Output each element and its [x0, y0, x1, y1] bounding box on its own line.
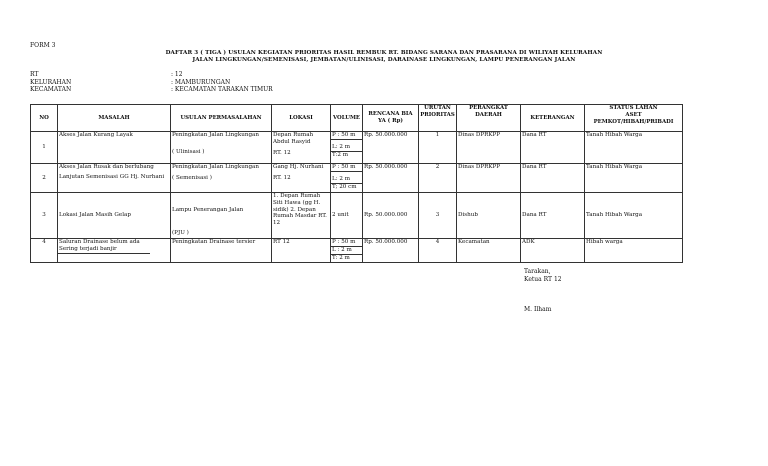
cell-lokasi-main: Gang Hj. Nurhani: [273, 164, 324, 170]
rt-label: RT: [30, 71, 39, 78]
cell-masalah: Lokasi Jalan Masih Gelap: [58, 193, 171, 239]
cell-volume: [331, 164, 363, 193]
cell-keterangan: Dana RT: [521, 193, 585, 239]
header-masalah: MASALAH: [58, 105, 171, 132]
header-volume: VOLUME: [331, 105, 363, 132]
cell-volume: 2 unit: [331, 193, 363, 239]
cell-status: Tanah Hibah Warga: [585, 193, 683, 239]
header-row: [31, 105, 683, 132]
cell-lokasi: 1. Depan Rumah Siti Hawa (gg H. sidik) 2. Depan Rumah Masdar RT. 12: [272, 193, 331, 239]
rt-value: : 12: [171, 71, 183, 78]
cell-no: 3: [31, 193, 58, 239]
cell-usulan-main: Lampu Penerangan Jalan: [172, 207, 244, 213]
cell-perangkat: Dinas DPRKPP: [457, 164, 521, 193]
cell-volume-t: T:2 m: [332, 151, 349, 158]
cell-lokasi: [272, 164, 331, 193]
signature-role: Ketua RT 12: [524, 275, 562, 283]
cell-usulan-sub: ( Ulinisasi ): [172, 148, 205, 155]
cell-usulan: Peningkatan Drainase tersier: [171, 239, 272, 263]
cell-lokasi-sub: RT. 12: [273, 174, 291, 181]
cell-no: 2: [31, 164, 58, 193]
kecamatan-label: KECAMATAN: [30, 86, 72, 94]
header-status-line2: ASET: [625, 111, 642, 118]
cell-urutan: 2: [419, 164, 457, 193]
cell-volume-t: T: 2 m: [332, 254, 350, 261]
cell-masalah-sub: Lanjutan Semenisasi GG Hj. Nurhani: [59, 173, 165, 180]
cell-usulan-sub: ( Semenisasi ): [172, 174, 212, 181]
cell-volume-p: P : 50 m: [331, 164, 362, 172]
cell-volume-t: T; 20 cm: [332, 183, 357, 190]
header-no: NO: [31, 105, 58, 132]
cell-rencana: Rp. 50.000.000: [363, 239, 419, 263]
cell-keterangan: ADK: [521, 239, 585, 263]
cell-usulan-main: Peningkatan Jalan Lingkungan: [172, 164, 259, 170]
cell-urutan: 4: [419, 239, 457, 263]
signature-name: M. Ilham: [524, 306, 552, 313]
cell-masalah-text: Saluran Drainase belum ada Sering terjadi banjir: [58, 239, 150, 254]
cell-usulan: [171, 132, 272, 164]
cell-masalah-main: Akses Jalan Rusak dan berlubang: [59, 164, 154, 170]
cell-rencana: Rp. 50.000.000: [363, 164, 419, 193]
cell-usulan-main: Peningkatan Jalan Lingkungan: [172, 132, 259, 138]
cell-perangkat: Dishub: [457, 193, 521, 239]
kelurahan-label: KELURAHAN: [30, 78, 72, 86]
meta-labels: [30, 71, 71, 94]
cell-keterangan: Dana RT: [521, 164, 585, 193]
cell-usulan-sub: (PJU ): [172, 229, 189, 236]
cell-status: Tanah Hibah Warga: [585, 132, 683, 164]
cell-urutan: 1: [419, 132, 457, 164]
header-keterangan: KETERANGAN: [521, 105, 585, 132]
cell-volume-p: P : 50 m: [331, 132, 362, 140]
table-row: [31, 132, 683, 164]
cell-masalah: Akses Jalan Kurang Layak: [58, 132, 171, 164]
table-row: [31, 164, 683, 193]
table-row: [31, 193, 683, 239]
cell-lokasi-main: Depan Rumah Abdul Rasyid: [273, 132, 314, 145]
header-usulan: USULAN PERMASALAHAN: [171, 105, 272, 132]
cell-lokasi: RT 12: [272, 239, 331, 263]
cell-volume-l: L : 2 m: [331, 247, 362, 255]
cell-volume-p: P : 50 m: [331, 239, 362, 247]
header-rencana: RENCANA BIA YA ( Rp): [363, 105, 419, 132]
header-status: [585, 105, 683, 132]
cell-lokasi: [272, 132, 331, 164]
cell-status: Tanah Hibah Warga: [585, 164, 683, 193]
header-lokasi: LOKASI: [272, 105, 331, 132]
cell-no: 1: [31, 132, 58, 164]
cell-volume: [331, 239, 363, 263]
cell-volume-l: L: 2 m: [331, 140, 362, 152]
signature-block: [524, 268, 562, 283]
cell-rencana: Rp. 50.000.000: [363, 132, 419, 164]
cell-usulan: [171, 164, 272, 193]
document-title: DAFTAR 3 ( TIGA ) USULAN KEGIATAN PRIORITAS HASIL REMBUK RT. BIDANG SARANA DAN PRASARANA DI WILIYAH KELURAHAN: [165, 50, 603, 56]
cell-rencana: Rp. 50.000.000: [363, 193, 419, 239]
cell-volume-l: L: 2 m: [331, 172, 362, 184]
cell-masalah: [58, 164, 171, 193]
usulan-table: [30, 104, 683, 263]
cell-lokasi-sub: RT. 12: [273, 149, 291, 156]
cell-no: 4: [31, 239, 58, 263]
kecamatan-value: : KECAMATAN TARAKAN TIMUR: [171, 86, 273, 94]
cell-volume: [331, 132, 363, 164]
signature-place: Tarakan,: [524, 268, 551, 275]
cell-status: Hibah warga: [585, 239, 683, 263]
meta-values: [171, 71, 273, 94]
header-status-line3: PEMKOT/HIBAH/PRIBADI: [593, 118, 674, 125]
cell-usulan: [171, 193, 272, 239]
cell-perangkat: Dinas DPRKPP: [457, 132, 521, 164]
header-perangkat: PERANGKAT DAERAH: [457, 105, 521, 132]
kelurahan-value: : MAMBURUNGAN: [171, 78, 231, 86]
cell-perangkat: Kecamatan: [457, 239, 521, 263]
table-row: [31, 239, 683, 263]
document-subtitle: JALAN LINGKUNGAN/SEMENISASI, JEMBATAN/ULINISASI, DARAINASE LINGKUNGAN, LAMPU PENERANGAN JALAN: [192, 57, 576, 63]
cell-urutan: 3: [419, 193, 457, 239]
cell-keterangan: Dana RT: [521, 132, 585, 164]
header-status-line1: STATUS LAHAN: [609, 105, 658, 111]
header-urutan: URUTAN PRIORITAS: [419, 105, 457, 132]
form-label: FORM 3: [30, 42, 56, 49]
cell-masalah: [58, 239, 171, 263]
